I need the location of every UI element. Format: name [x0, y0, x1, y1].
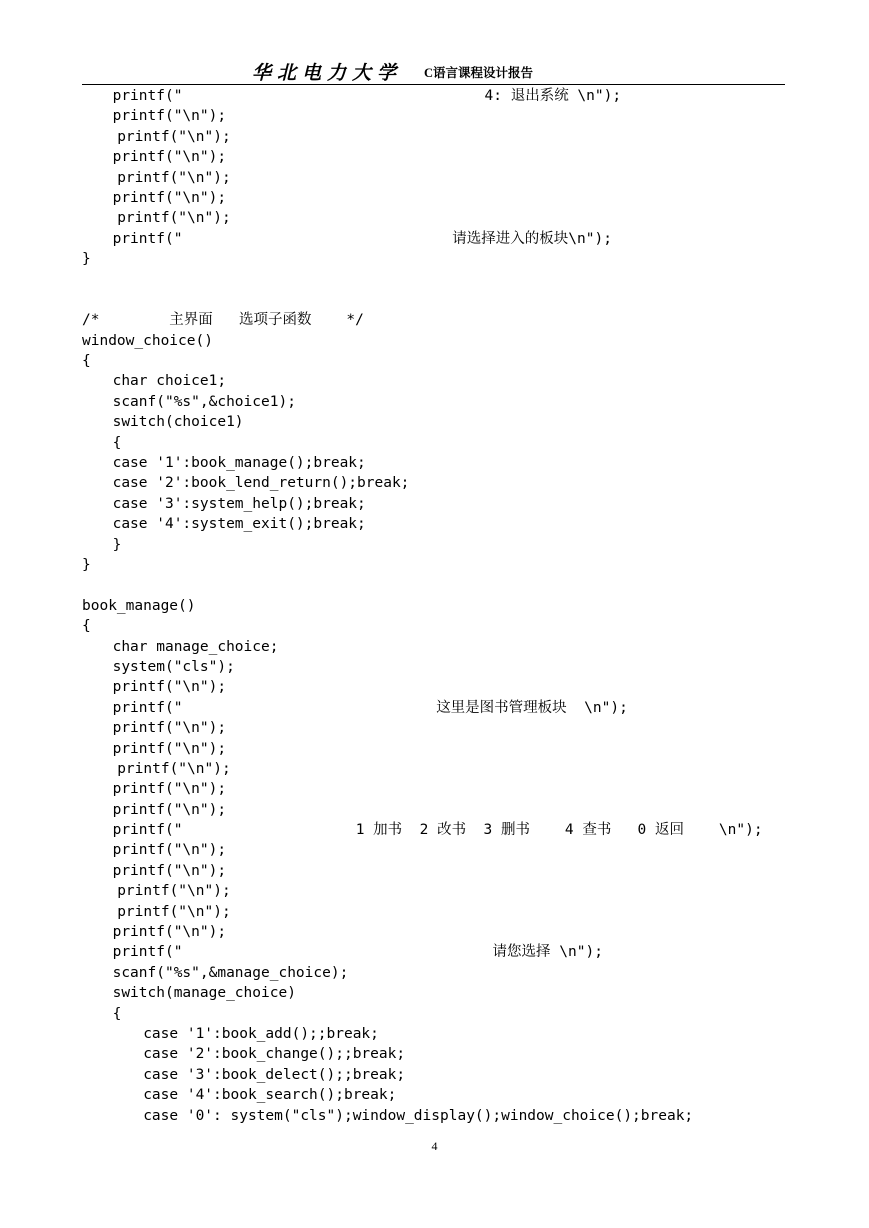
code-text: char manage_choice; [112, 638, 279, 655]
header-divider [82, 84, 785, 85]
code-text: printf("\n"); [117, 128, 231, 145]
code-text: 1 加书 2 改书 3 删书 4 查书 0 返回 \n"); [355, 822, 763, 839]
page-number: 4 [431, 1139, 438, 1153]
code-text: system("cls"); [112, 658, 235, 675]
code-text: printf("\n"); [112, 781, 227, 798]
code-text: printf("\n"); [112, 679, 227, 696]
code-text: printf("\n"); [112, 924, 227, 941]
code-text: case '2':book_change();;break; [143, 1046, 406, 1063]
code-text: case '2':book_lend_return();break; [112, 475, 410, 492]
code-text: char choice1; [112, 373, 227, 390]
code-text: switch(manage_choice) [112, 985, 296, 1002]
university-logo: 华北电力大学 [252, 62, 403, 84]
code-text: printf("\n"); [117, 169, 231, 186]
code-text: printf(" [112, 822, 183, 839]
code-text: book_manage() [82, 597, 196, 614]
code-text: 请选择进入的板块\n"); [452, 230, 612, 247]
code-text: case '1':book_add();;break; [143, 1025, 379, 1042]
code-text: printf("\n"); [117, 903, 231, 920]
code-text: printf("\n"); [112, 720, 227, 737]
code-text: { [112, 1005, 122, 1022]
code-text: 请您选择 \n"); [492, 944, 603, 961]
code-text: } [82, 556, 91, 573]
code-text: printf("\n"); [112, 189, 227, 206]
code-text: case '4':book_search();break; [143, 1087, 397, 1104]
code-text: scanf("%s",&choice1); [112, 393, 296, 410]
code-text: case '3':book_delect();;break; [143, 1066, 406, 1083]
code-text: printf(" [112, 944, 183, 961]
code-text: case '4':system_exit();break; [112, 516, 366, 533]
code-text: printf("\n"); [112, 149, 227, 166]
code-text: switch(choice1) [112, 414, 244, 431]
code-text: case '1':book_manage();break; [112, 455, 366, 472]
code-text: scanf("%s",&manage_choice); [112, 964, 349, 981]
code-text: { [112, 434, 122, 451]
code-text: 这里是图书管理板块 \n"); [436, 699, 628, 716]
code-text: 4: 退出系统 \n"); [484, 88, 622, 104]
page-header [0, 54, 869, 86]
code-text: printf("\n"); [112, 842, 227, 859]
code-text: { [82, 618, 91, 635]
code-text: printf("\n"); [112, 740, 227, 757]
code-text: } [82, 251, 91, 268]
code-text: printf(" [112, 88, 183, 104]
code-text: printf("\n"); [117, 883, 231, 900]
code-text: printf("\n"); [112, 862, 227, 879]
code-text: printf("\n"); [112, 108, 227, 125]
code-text: printf("\n"); [117, 760, 231, 777]
code-text: printf("\n"); [112, 801, 227, 818]
code-text: case '0': system("cls");window_display();window_choice();break; [143, 1107, 694, 1124]
report-title: C语言课程设计报告 [424, 66, 534, 80]
code-text: /* 主界面 选项子函数 */ [82, 312, 364, 329]
code-text: printf(" [112, 230, 183, 247]
code-text: } [112, 536, 122, 553]
code-text: window_choice() [82, 332, 213, 349]
code-text: { [82, 353, 91, 370]
code-text: printf("\n"); [117, 210, 231, 227]
code-text: case '3':system_help();break; [112, 495, 366, 512]
code-text: printf(" [112, 699, 183, 716]
